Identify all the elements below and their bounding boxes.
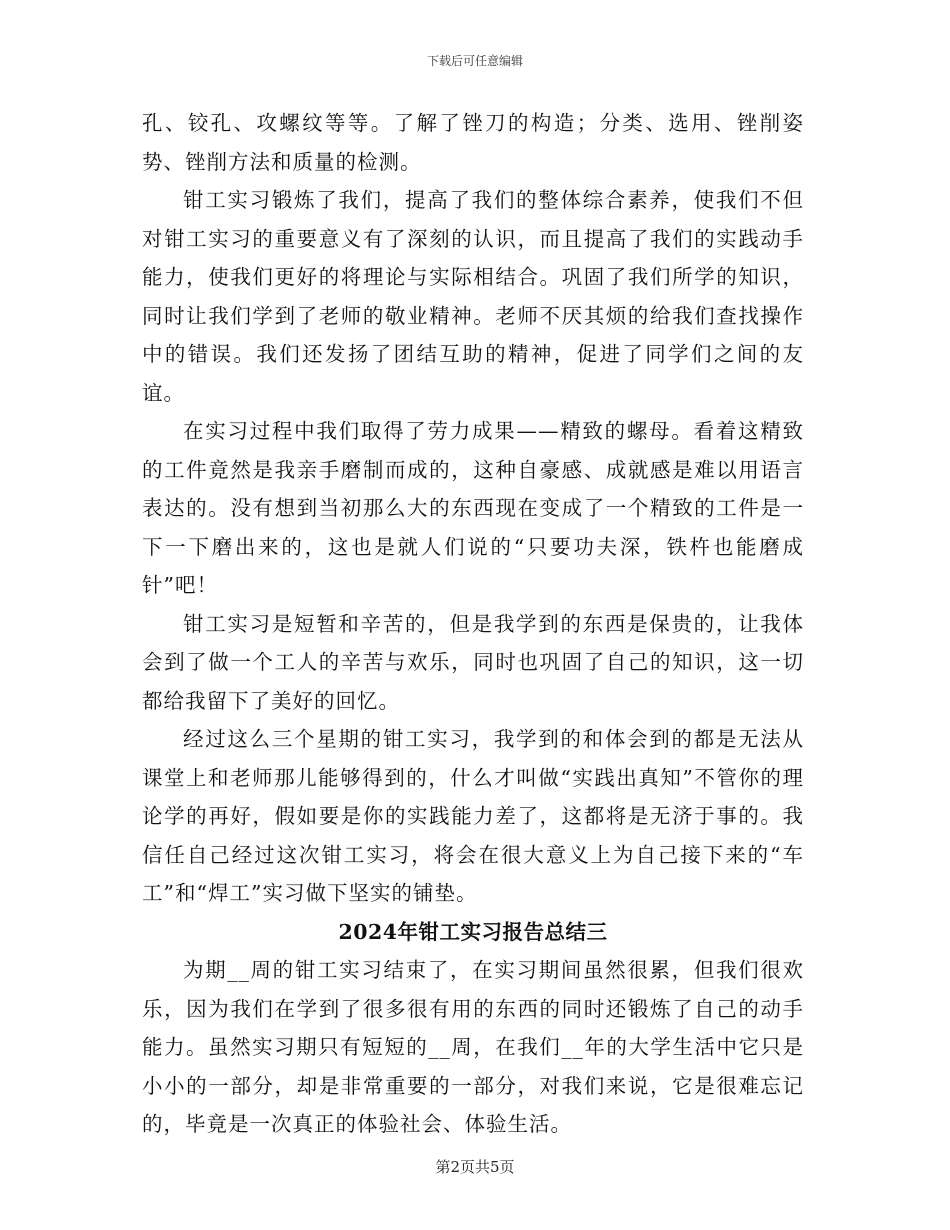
section-paragraph-1: 为期__周的钳工实习结束了，在实习期间虽然很累，但我们很欢乐，因为我们在学到了很多很有用的东西的同时还锻炼了自己的动手能力。虽然实习期只有短短的__周，在我们__年的大学生活中它只是小小的一部分，却是非常重要的一部分，对我们来说，它是很难忘记的，毕竟是一次真正的体验社会、体验生活。 [142, 958, 804, 1136]
paragraph-4: 钳工实习是短暂和辛苦的，但是我学到的东西是保贵的，让我体会到了做一个工人的辛苦与欢乐，同时也巩固了自己的知识，这一切都给我留下了美好的回忆。 [142, 611, 804, 713]
section-title: 2024年钳工实习报告总结三 [338, 919, 608, 944]
page-header: 下载后可任意编辑 [426, 54, 523, 68]
page-footer: 第2页共5页 [435, 1158, 515, 1176]
paragraph-3: 在实习过程中我们取得了劳力成果——精致的螺母。看着这精致的工件竟然是我亲手磨制而成的，这种自豪感、成就感是难以用语言表达的。没有想到当初那么大的东西现在变成了一个精致的工件是一下一下磨出来的，这也是就人们说的“只要功夫深，铁杵也能磨成针”吧！ [142, 419, 804, 597]
paragraph-1: 孔、铰孔、攻螺纹等等。了解了锉刀的构造；分类、选用、锉削姿势、锉削方法和质量的检测。 [142, 111, 804, 174]
paragraph-5: 经过这么三个星期的钳工实习，我学到的和体会到的都是无法从课堂上和老师那儿能够得到的，什么才叫做“实践出真知”不管你的理论学的再好，假如要是你的实践能力差了，这都将是无济于事的。我信任自己经过这次钳工实习，将会在很大意义上为自己接下来的“车工”和“焊工”实习做下坚实的铺垫。 [142, 727, 804, 905]
paragraph-2: 钳工实习锻炼了我们，提高了我们的整体综合素养，使我们不但对钳工实习的重要意义有了深刻的认识，而且提高了我们的实践动手能力，使我们更好的将理论与实际相结合。巩固了我们所学的知识，同时让我们学到了老师的敬业精神。老师不厌其烦的给我们查找操作中的错误。我们还发扬了团结互助的精神，促进了同学们之间的友谊。 [142, 188, 804, 405]
document-body [142, 104, 804, 1144]
